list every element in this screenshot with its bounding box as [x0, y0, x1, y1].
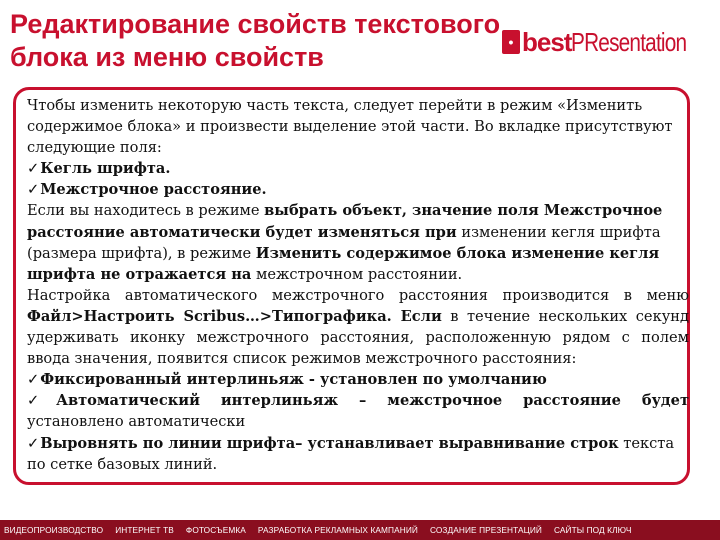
logo-best: best: [522, 26, 572, 57]
checkmark-icon: ✓: [27, 371, 40, 389]
list-item: ✓Межстрочное расстояние.: [27, 181, 267, 199]
logo: [502, 24, 716, 60]
footer-link-internet-tv[interactable]: ИНТЕРНЕТ ТВ: [115, 525, 174, 535]
checkmark-icon: ✓: [27, 160, 40, 178]
footer-link-presentations[interactable]: СОЗДАНИЕ ПРЕЗЕНТАЦИЙ: [429, 525, 542, 535]
footer-bar: [0, 520, 720, 540]
logo-mark: •: [502, 30, 520, 54]
content-text: [27, 95, 689, 475]
list-item: ✓Выровнять по линии шрифта– устанавливает выравнивание строк текста по сетке базовых линий.: [27, 434, 675, 473]
footer-link-video[interactable]: ВИДЕОПРОИЗВОДСТВО: [4, 525, 104, 535]
list-item: ✓Фиксированный интерлиньяж - установлен по умолчанию: [27, 371, 547, 389]
footer-link-ad-campaigns[interactable]: РАЗРАБОТКА РЕКЛАМНЫХ КАМПАНИЙ: [257, 525, 418, 535]
footer-link-photo[interactable]: ФОТОСЪЕМКА: [185, 525, 246, 535]
slide-title: Редактирование свойств текстового блока из меню свойств: [10, 9, 501, 72]
list-item-continuation: установлено автоматически: [27, 413, 246, 431]
list-item: ✓Кегль шрифта.: [27, 160, 171, 178]
paragraph-settings: Настройка автоматического межстрочного расстояния производится в меню Файл>Настроить Scribus…>Типографика. Если в течение нескольких секунд удерживать иконку межстрочного расстояния, расположенную рядом с полем ввода значения, появится список режимов межстрочного расстояния:: [27, 286, 689, 368]
list-item: ✓Автоматический интерлиньяж – межстрочное расстояние будет: [27, 392, 689, 410]
logo-presentation: PResentation: [571, 26, 687, 57]
footer-link-websites[interactable]: САЙТЫ ПОД КЛЮЧ: [553, 525, 632, 535]
checkmark-icon: ✓: [27, 434, 40, 452]
checkmark-icon: ✓: [27, 181, 40, 199]
paragraph-mode: Если вы находитесь в режиме выбрать объект, значение поля Межстрочное расстояние автоматически будет изменяться при изменении кегля шрифта (размера шрифта), в режиме Изменить содержимое блока изменение кегля шрифта не отражается на межстрочном расстоянии.: [27, 202, 663, 283]
checkmark-icon: ✓: [27, 392, 56, 410]
paragraph-intro: Чтобы изменить некоторую часть текста, следует перейти в режим «Изменить содержимое блока» и произвести выделение этой части. Во вкладке присутствуют следующие поля:: [27, 97, 673, 157]
